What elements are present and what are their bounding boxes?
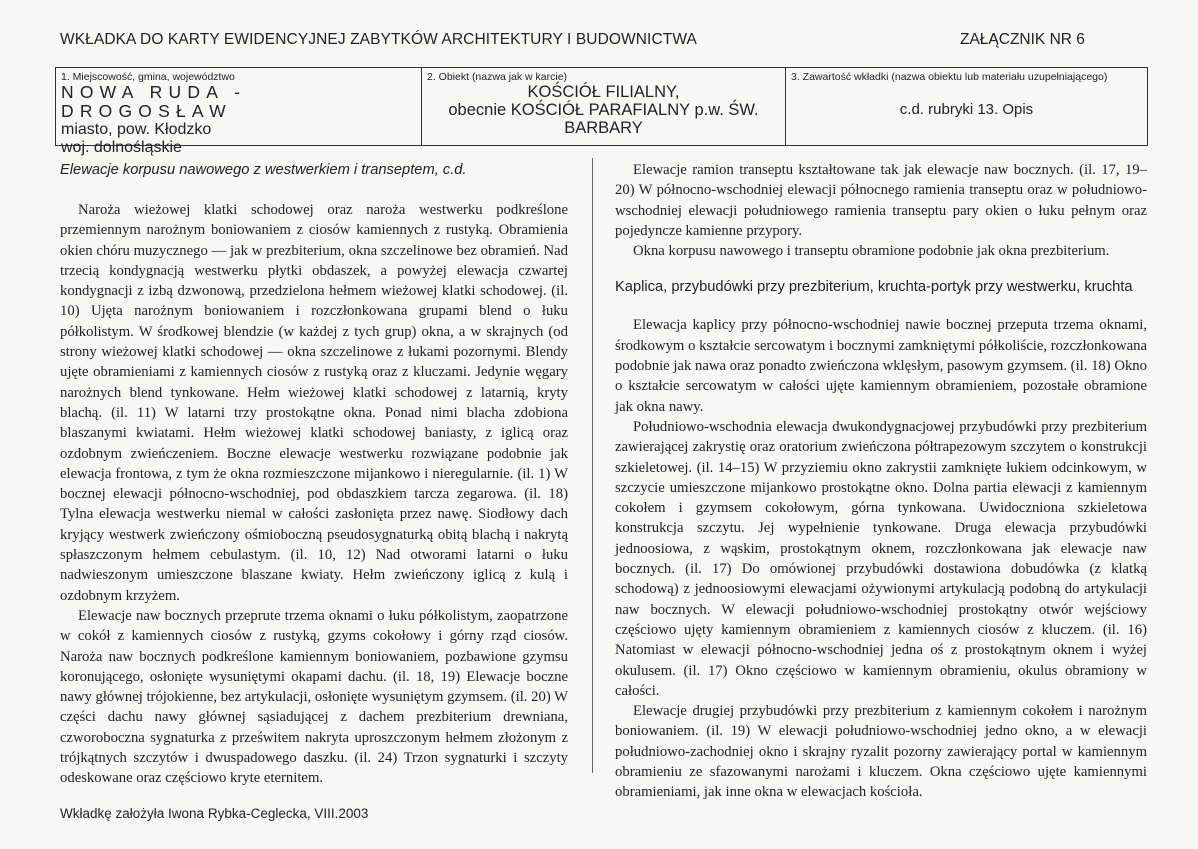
paragraph: Elewacje naw bocznych przeprute trzema oknami o łuku półkolistym, zaopatrzone w cokół z kamiennych ciosów z rustyką, gzyms cokołowy i górny rząd ciosów. Naroża naw bocznych podkreślone kamiennym boniowaniem, pozbawione gzymsu koronującego, osłonięte wysuniętymi okapami dachu. (il. 18, 19) Elewacje boczne nawy głównej trójokienne, bez artykulacji, osłonięte wysuniętym gzymsem. (il. 20) W części dachu nawy głównej sąsiadującej z dachem prezbiterium drewniana, czworoboczna sygnaturka z prześwitem nakryta uproszczonym hełmem złożonym z trójkątnych szczytów i dwuspadowego daszku. (il. 24) Trzon sygnaturki i szczyty odeskowane oraz częściowo kryte eternitem. bbox=[60, 607, 568, 787]
paragraph: Elewacje drugiej przybudówki przy prezbiterium z kamiennym cokołem i narożnym boniowaniem. (il. 19) W elewacji południowo-wschodniej jedno okno, a w elewacji południowo-zachodniej okno i skrajny ryzalit pozorny zawierający portal w kamiennym obramieniu ze sfazowanymi narożami i kluczem. Okna częściowo ujęte kamiennymi obramieniami, jak inne okna w elewacjach kościoła. bbox=[615, 703, 1147, 801]
contents-label: 3. Zawartość wkładki (nazwa obiektu lub materiału uzupełniającego) bbox=[791, 71, 1108, 83]
column-divider bbox=[592, 158, 593, 773]
identification-table bbox=[55, 67, 1148, 156]
author-note: Wkładkę założyła Iwona Rybka-Ceglecka, VIII.2003 bbox=[60, 806, 369, 821]
document-title: WKŁADKA DO KARTY EWIDENCYJNEJ ZABYTKÓW ARCHITEKTURY I BUDOWNICTWA bbox=[60, 31, 697, 48]
location-label: 1. Miejscowość, gmina, województwo bbox=[61, 71, 235, 83]
district-line: miasto, pow. Kłodzko bbox=[61, 121, 212, 138]
paragraph: Elewacja kaplicy przy północno-wschodniej nawie bocznej przeputa trzema oknami, środkowym o kształcie sercowatym i bocznymi zamkniętymi półkoliście, rozczłonkowana podobnie jak nawa oraz ponadto zwieńczona wklęsłym, pasowym gzymsem. (il. 18) Okno o kształcie sercowatym w całości ujęte kamiennym obramieniem, pozostałe obramione jak okna nawy. bbox=[615, 317, 1147, 415]
paragraph: Okna korpusu nawowego i transeptu obramione podobnie jak okna prezbiterium. bbox=[633, 243, 1110, 260]
voivodeship-line: woj. dolnośląskie bbox=[61, 139, 182, 156]
town-name: NOWA RUDA - DROGOSŁAW bbox=[61, 82, 247, 121]
object-box bbox=[421, 68, 785, 145]
contents-box bbox=[785, 68, 1147, 145]
section-heading-chapel: Kaplica, przybudówki przy prezbiterium, kruchta-portyk przy westwerku, kruchta bbox=[615, 279, 1133, 296]
right-column bbox=[615, 160, 1147, 803]
object-label: 2. Obiekt (nazwa jak w karcie) bbox=[427, 71, 568, 83]
paragraph: Południowo-wschodnia elewacja dwukondygnacjowej przybudówki przy prezbiterium zawierającej zakrystię oraz oratorium zwieńczona półtrapezowym szczytem o konstrukcji szkieletowej. (il. 14–15) W przyziemiu okno zakrystii zamknięte łukiem odcinkowym, w szczycie umieszczone mijankowo prostokątne okno. Dolna partia elewacji z kamiennym cokołem i gzymsem cokołowym, górna tynkowana. Uwidoczniona szkieletowa konstrukcja szczytu. Jej wypełnienie tynkowane. Druga elewacja przybudówki jednoosiowa, z wąskim, prostokątnym oknem, rozczłonkowana jak elewacje naw bocznych. (il. 17) Do omówionej przybudówki dostawiona dobudówka (z klatką schodową) z jednoosiowymi elewacjami ożywionymi artykulacją podobną do artykulacji naw bocznych. W elewacji południowo-wschodniej prostokątny otwór wejściowy częściowo ujęty kamiennym obramieniem z kamiennych ciosów z kluczem. (il. 16) Natomiast w elewacji północno-wschodniej jedna oś z prostokątnym oknem i wyżej okulusem. (il. 17) Okno częściowo w kamiennym obramieniu, okulus obramiony w całości. bbox=[615, 418, 1147, 699]
paragraph: Elewacje ramion transeptu kształtowane tak jak elewacje naw bocznych. (il. 17, 19–20) W północno-wschodniej elewacji północnego ramienia transeptu oraz w południowo-wschodniej elewacji południowego ramienia transeptu pary okien o łuku pełnym oraz pojedyncze kamienne przypory. bbox=[615, 162, 1147, 239]
annex-number: ZAŁĄCZNIK NR 6 bbox=[960, 31, 1085, 48]
object-name-line-1: KOŚCIÓŁ FILIALNY, bbox=[527, 83, 680, 101]
paragraph: Naroża wieżowej klatki schodowej oraz naroża westwerku podkreślone przemiennym narożnym boniowaniem z ciosów kamiennych z rustyką. Obramienia okien chóru muzycznego — jak w prezbiterium, okna szczelinowe bez obramień. Nad trzecią kondygnacją westwerku płytki obdaszek, a powyżej elewacja czwartej kondygnacji z izbą dzwonową, przedzielona hełmem wieżowej klatki schodowej. (il. 10) Ujęta narożnym boniowaniem i rozczłonkowana grupami blend o łuku półkolistym. W środkowej blendzie (w każdej z tych grup) okna, a w skrajnych (od strony wieżowej klatki schodowej — okna szczelinowe z łukami pozornymi. Blendy ujęte obramieniami z kamiennych ciosów z rustyką oraz z kluczami. Jedynie węgary narożnych blend tynkowane. Hełm wieżowej klatki schodowej z latarnią, kryty blachą. (il. 11) W latarni trzy prostokątne okna. Ponad nimi blacha zdobiona blaszanymi kwiatami. Hełm wieżowej klatki schodowej baniasty, z iglicą oraz ozdobnym zwieńczeniem. Boczne elewacje westwerku rozwiązane podobnie jak elewacja frontowa, z tym że okna rozmieszczone mijankowo i nieregularnie. (il. 1) W bocznej elewacji północno-wschodniej, pod obdaszkiem tarcza zegarowa. (il. 18) Tylna elewacja westwerku niemal w całości zasłonięta przez nawę. Siodłowy dach kryjący westwerk zwieńczony ośmioboczną pseudosygnaturką obitą blachą i nakrytą spłaszczonym hełmem cebulastym. (il. 10, 12) Nad otworami latarni o łuku nadwieszonym umieszczone blaszane kwiaty. Hełm zwieńczony iglicą z kulą i ozdobnym krzyżem. bbox=[60, 202, 568, 604]
location-box bbox=[56, 68, 421, 156]
section-heading-nave: Elewacje korpusu nawowego z westwerkiem i transeptem, c.d. bbox=[60, 162, 467, 178]
left-column bbox=[60, 160, 568, 789]
contents-value: c.d. rubryki 13. Opis bbox=[899, 101, 1034, 118]
object-name-line-2: obecnie KOŚCIÓŁ PARAFIALNY p.w. ŚW. bbox=[448, 101, 759, 119]
object-name-line-3: BARBARY bbox=[564, 119, 643, 137]
